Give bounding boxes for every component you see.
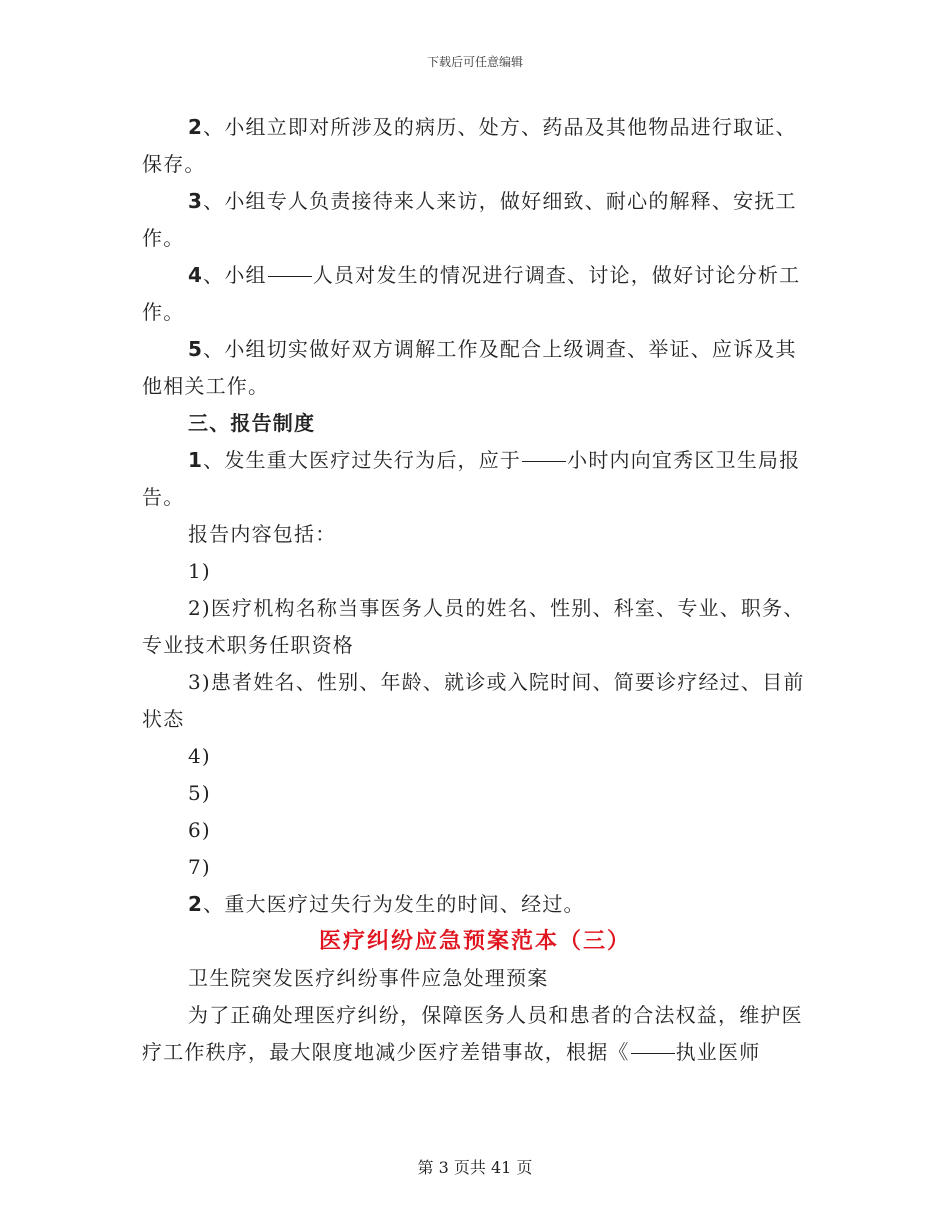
paragraph-text: 执业医师 xyxy=(675,1040,761,1064)
list-item: 5) xyxy=(188,781,211,805)
item-text: 、小组专人负责接待来人来访，做好细致、耐心的解释、安抚工作。 xyxy=(142,189,797,250)
item-text: 、重大医疗过失行为发生的时间、经过。 xyxy=(203,892,585,916)
body-paragraph xyxy=(142,997,808,1071)
section-heading: 三、报告制度 xyxy=(188,411,316,435)
item-number: 2 xyxy=(188,115,204,139)
paragraph-text: 为了正确处理医疗纠纷，保障医务人员和患者的合法权益，维护医疗工作秩序，最大限度地减少医疗差错事故，根据《 xyxy=(142,1003,803,1064)
item-text: 、小组切实做好双方调解工作及配合上级调查、举证、应诉及其他相关工作。 xyxy=(142,337,797,398)
item-number: 4 xyxy=(188,263,204,287)
item-text: 、小组立即对所涉及的病历、处方、药品及其他物品进行取证、保存。 xyxy=(142,115,797,176)
item-text: 小时内向宜秀区卫生局报告。 xyxy=(142,448,801,509)
report-item-2 xyxy=(142,886,808,923)
section-title: 医疗纠纷应急预案范本（三） xyxy=(318,928,631,954)
list-item: 4) xyxy=(188,744,211,768)
document-body xyxy=(142,109,808,1071)
list-item: 2)医疗机构名称当事医务人员的姓名、性别、科室、专业、职务、专业技术职务任职资格 xyxy=(142,596,805,657)
item-text: 、发生重大医疗过失行为后，应于 xyxy=(203,448,522,472)
item-number: 5 xyxy=(188,337,204,361)
subtitle: 卫生院突发医疗纠纷事件应急处理预案 xyxy=(188,966,549,990)
item-number: 2 xyxy=(188,892,204,916)
report-contents-intro: 报告内容包括： xyxy=(188,522,337,546)
item-5 xyxy=(142,331,808,405)
header-note: 下载后可任意编辑 xyxy=(426,55,523,69)
item-2 xyxy=(142,109,808,183)
list-item: 1) xyxy=(188,559,211,583)
report-item-1 xyxy=(142,442,808,516)
fill-blank xyxy=(631,1052,675,1054)
list-item: 6) xyxy=(188,818,211,842)
fill-blank xyxy=(522,460,566,462)
item-3 xyxy=(142,183,808,257)
list-item: 3)患者姓名、性别、年龄、就诊或入院时间、简要诊疗经过、目前状态 xyxy=(142,670,805,731)
item-number: 3 xyxy=(188,189,204,213)
item-text: 、小组 xyxy=(203,263,267,287)
item-number: 1 xyxy=(188,448,204,472)
list-item: 7) xyxy=(188,855,211,879)
fill-blank xyxy=(268,275,312,277)
item-4 xyxy=(142,257,808,331)
page-footer: 第 3 页共 41 页 xyxy=(417,1158,533,1177)
item-text: 人员对发生的情况进行调查、讨论，做好讨论分析工作。 xyxy=(142,263,801,324)
